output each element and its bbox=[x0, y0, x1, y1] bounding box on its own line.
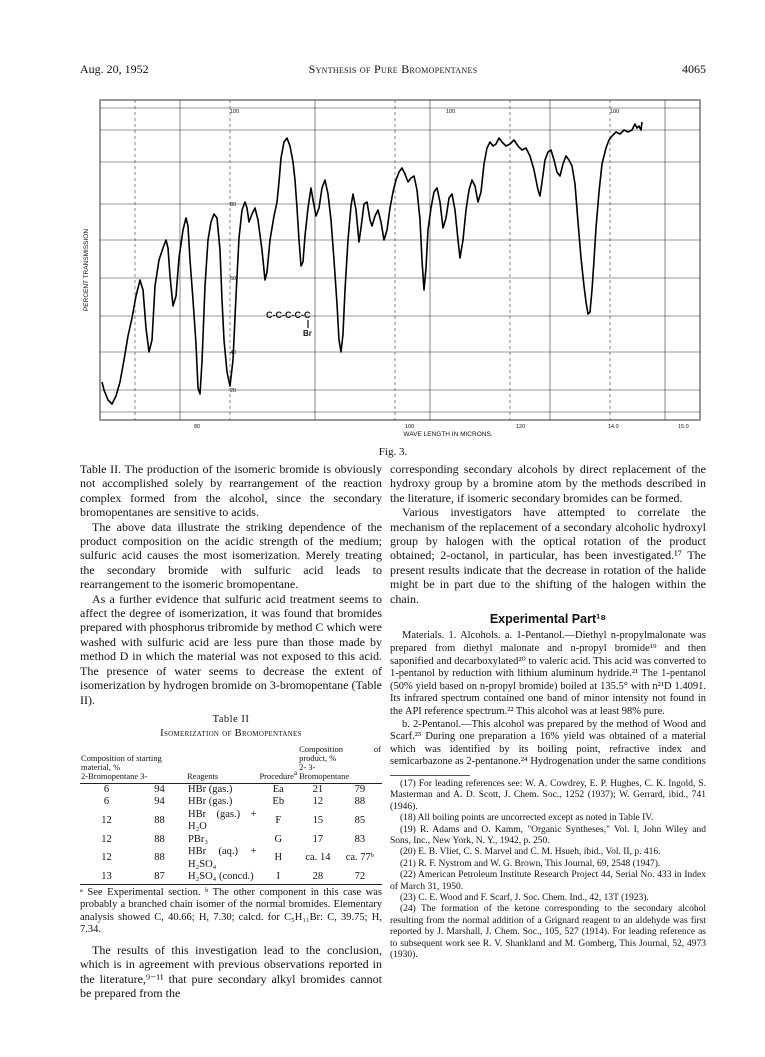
footnote-divider bbox=[390, 775, 470, 776]
structure-formula: C-C-C-C-C bbox=[266, 310, 311, 320]
table-row bbox=[80, 871, 382, 884]
header-comp-start-text: Composition of starting material, % bbox=[81, 752, 162, 772]
cell-reagent: HBr (aq.) + H₂SO₄ bbox=[188, 846, 257, 870]
table-header-row bbox=[80, 745, 382, 784]
cell-product-2: 12 bbox=[312, 796, 324, 808]
tick-label-100-b: 100 bbox=[446, 109, 456, 115]
right-paragraph-1: corresponding secondary alcohols by direct replacement of the hydroxy group by a bromine atom by the methods described in the literature, if isomeric secondary bromides can be formed. bbox=[390, 462, 706, 505]
header-3-bromopentane: 3- bbox=[140, 770, 148, 781]
tick-label-100-c: 100 bbox=[610, 109, 620, 115]
xtick-label-120: 120 bbox=[516, 424, 526, 430]
table-title: Isomerization of Bromopentanes bbox=[160, 728, 302, 740]
cell-start-2: 12 bbox=[101, 814, 112, 826]
spectrum-trace bbox=[102, 122, 642, 404]
table-footnotes: ᵃ See Experimental section. ᵇ The other component in this case was probably a branched chain isomer of the normal bromides. Elementary analysis showed C, 40.66; H, 7.30; calcd. for C₅H₁₁Br: C, 39.75; H, 7.34. bbox=[80, 886, 382, 936]
cell-product-3: 85 bbox=[354, 814, 366, 826]
xtick-label-80: 80 bbox=[194, 424, 201, 430]
x-axis-label: WAVE LENGTH IN MICRONS. bbox=[403, 431, 493, 438]
footnote-item: (19) R. Adams and O. Kamm, "Organic Syntheses," Vol. I, John Wiley and Sons, Inc., New York, N. Y., 1942, p. 250. bbox=[390, 824, 706, 847]
tick-label-80: 80 bbox=[230, 202, 237, 208]
cell-procedure: I bbox=[276, 871, 280, 883]
cell-start-2: 6 bbox=[103, 796, 110, 808]
tick-label-100-a: 100 bbox=[230, 109, 240, 115]
footnotes bbox=[390, 779, 706, 962]
footnote-item: (18) All boiling points are uncorrected except as noted in Table IV. bbox=[400, 813, 654, 824]
cell-start-3: 94 bbox=[154, 783, 165, 795]
cell-reagent: PBr₃ bbox=[188, 833, 209, 845]
header-procedure-text: Procedure bbox=[259, 770, 294, 781]
header-comp-product-text: Composition of product, % bbox=[299, 743, 381, 763]
cell-reagent: HBr (gas.) bbox=[188, 796, 233, 808]
footnote-item: (21) R. F. Nystrom and W. G. Brown, This Journal, 69, 2548 (1947). bbox=[400, 858, 661, 869]
left-paragraph-1: Table II. The production of the isomeric bromide is obviously not accomplished solely by rearrangement of the reaction complex formed from the alcohol, since the secondary bromopentanes are sensitive to acids. bbox=[80, 462, 382, 520]
cell-product-3: 88 bbox=[354, 796, 366, 808]
tick-label-20: 20 bbox=[230, 388, 237, 394]
table-row bbox=[80, 796, 382, 809]
header-composition-starting bbox=[80, 745, 186, 784]
left-paragraph-4: The results of this investigation lead to the conclusion, which is in agreement with previous observations reported in the literature,⁹⁻¹¹ that pure secondary alkyl bromides cannot be prepared from the bbox=[80, 942, 382, 1000]
cell-reagent: HBr (gas.) bbox=[188, 783, 233, 795]
right-column bbox=[390, 462, 706, 962]
left-column bbox=[80, 462, 382, 1000]
cell-procedure: F bbox=[275, 814, 282, 826]
spectrum-tick-labels bbox=[194, 109, 689, 430]
isomerization-table bbox=[80, 745, 382, 885]
cell-reagent: HBr (gas.) + H₂O bbox=[188, 808, 257, 833]
header-2-bromopentane: 2-Bromopentane bbox=[81, 770, 139, 781]
cell-start-2: 6 bbox=[103, 783, 110, 795]
left-paragraph-2: The above data illustrate the striking dependence of the product composition on the acidic strength of the medium; sulfuric acid causes the most isomerization. Merely treating the secondary bromide with sulfuric acid leads to rearrangement to the isomeric bromopentane. bbox=[80, 519, 382, 592]
experimental-paragraph-2: b. 2-Pentanol.—This alcohol was prepared by the method of Wood and Scarf.²³ During one preparation a 16% yield was obtained of a material which was identified by its boiling point, refractive index and semicarbazone as 2-pentanone.²⁴ Hydrogenation under the same conditions bbox=[390, 718, 706, 768]
cell-product-2: 17 bbox=[312, 833, 324, 845]
structure-bromine: Br bbox=[303, 329, 312, 338]
figure-caption: Fig. 3. bbox=[378, 446, 408, 458]
cell-start-3: 88 bbox=[154, 852, 165, 864]
tick-label-60: 60 bbox=[230, 276, 237, 282]
cell-start-3: 87 bbox=[154, 871, 165, 883]
cell-product-2: 15 bbox=[312, 814, 324, 826]
cell-product-3: ca. 77ᵇ bbox=[345, 852, 375, 864]
cell-start-2: 12 bbox=[101, 833, 112, 845]
footnote-item: (22) American Petroleum Institute Research Project 44, Serial No. 433 in Index of March 31, 1950. bbox=[390, 870, 706, 892]
cell-product-2: 28 bbox=[312, 871, 324, 883]
xtick-label-150: 15.0 bbox=[678, 424, 689, 430]
cell-procedure: H bbox=[274, 852, 283, 864]
table-row bbox=[80, 783, 382, 796]
cell-start-3: 94 bbox=[154, 796, 165, 808]
header-reagents: Reagents bbox=[187, 770, 219, 781]
header-procedure bbox=[258, 745, 298, 784]
left-paragraph-3: As a further evidence that sulfuric acid treatment seems to affect the degree of isomerization, it was found that bromides prepared with phosphorus tribromide by method C which were washed with sulfuric acid are less pure than those made by method D in which the material was not exposed to this acid. The presence of water seems to decrease the extent of isomerization by hydrogen bromide on 3-bromopentane (Table II). bbox=[80, 591, 382, 707]
header-2-product: 2- bbox=[299, 761, 307, 772]
xtick-label-100: 100 bbox=[405, 424, 415, 430]
cell-product-2: ca. 14 bbox=[305, 852, 331, 864]
cell-product-3: 83 bbox=[354, 833, 366, 845]
tick-label-40: 40 bbox=[230, 350, 237, 356]
cell-procedure: Ea bbox=[272, 783, 284, 795]
table-row bbox=[80, 834, 382, 847]
cell-reagent: H₂SO₄ (concd.) bbox=[188, 871, 254, 883]
cell-procedure: G bbox=[274, 833, 283, 845]
cell-start-2: 12 bbox=[101, 852, 112, 864]
section-heading-experimental: Experimental Part¹⁸ bbox=[489, 612, 607, 627]
table-row bbox=[80, 809, 382, 834]
header-composition-product bbox=[298, 745, 382, 784]
table-caption: Table II bbox=[212, 713, 250, 725]
cell-start-3: 88 bbox=[154, 814, 165, 826]
header-procedure-sup: a bbox=[293, 768, 298, 777]
experimental-paragraph-1: Materials. 1. Alcohols. a. 1-Pentanol.—Diethyl n-propylmalonate was prepared from diethyl malonate and n-propyl bromide¹⁹ and then saponified and decarboxylated²⁰ to valeric acid. This acid was converted to 1-pentanol by reduction with lithium aluminum hydride.²¹ The 1-pentanol (50% yield based on n-propyl bromide) boiled at 135.5° with n²¹D 1.4091. Its infrared spectrum contained one band of minor intensity not found in the API reference spectrum.²² This alcohol was at least 98% pure. bbox=[390, 630, 706, 718]
ir-spectrum-figure bbox=[80, 90, 706, 442]
cell-start-3: 88 bbox=[154, 833, 165, 845]
header-page-number: 4065 bbox=[682, 62, 706, 76]
header-bromopentane: Bromopentane bbox=[299, 770, 350, 781]
header-3-product: 3- bbox=[308, 761, 316, 772]
cell-product-3: 79 bbox=[354, 783, 366, 795]
footnote-item: (23) C. E. Wood and F. Scarf, J. Soc. Chem. Ind., 42, 13T (1923). bbox=[400, 893, 649, 904]
header-title: Synthesis of Pure Bromopentanes bbox=[308, 62, 478, 76]
cell-start-2: 13 bbox=[101, 871, 112, 883]
table-body bbox=[80, 783, 382, 884]
y-axis-label: PERCENT TRANSMISSION bbox=[83, 228, 90, 312]
cell-procedure: Eb bbox=[272, 796, 285, 808]
cell-product-3: 72 bbox=[354, 871, 366, 883]
header-date: Aug. 20, 1952 bbox=[80, 62, 149, 76]
cell-product-2: 21 bbox=[312, 783, 324, 795]
footnote-item: (24) The formation of the ketone corresponding to the secondary alcohol resulting from the normal addition of a Grignard reagent to an aldehyde was first reported by J. Marshall, J. Chem. Soc., 105, 527 (1914). For leading reference as to subsequent work see R. V. Shankland and M. Gomberg, This Journal, 52, 4973 (1930). bbox=[390, 904, 706, 961]
xtick-label-140: 14.0 bbox=[608, 424, 619, 430]
table-row bbox=[80, 846, 382, 871]
footnote-item: (20) E. B. Vliet, C. S. Marvel and C. M. Hsueh, ibid., Vol. II, p. 416. bbox=[400, 847, 661, 858]
right-paragraph-2: Various investigators have attempted to correlate the mechanism of the replacement of a secondary alcoholic hydroxyl group by halogen with the optical rotation of the product obtained; 2-octanol, in particular, has been investigated.¹⁷ The present results indicate that the decrease in rotation of the halide might be in part due to the shifting of the halogen within the chain. bbox=[390, 505, 706, 606]
footnote-item: (17) For leading references see: W. A. Cowdrey, E. P. Hughes, C. K. Ingold, S. Masterman and A. D. Scott, J. Chem. Soc., 1252 (1937); W. Gerrard, ibid., 741 (1946). bbox=[390, 779, 706, 812]
page-header bbox=[80, 62, 706, 78]
